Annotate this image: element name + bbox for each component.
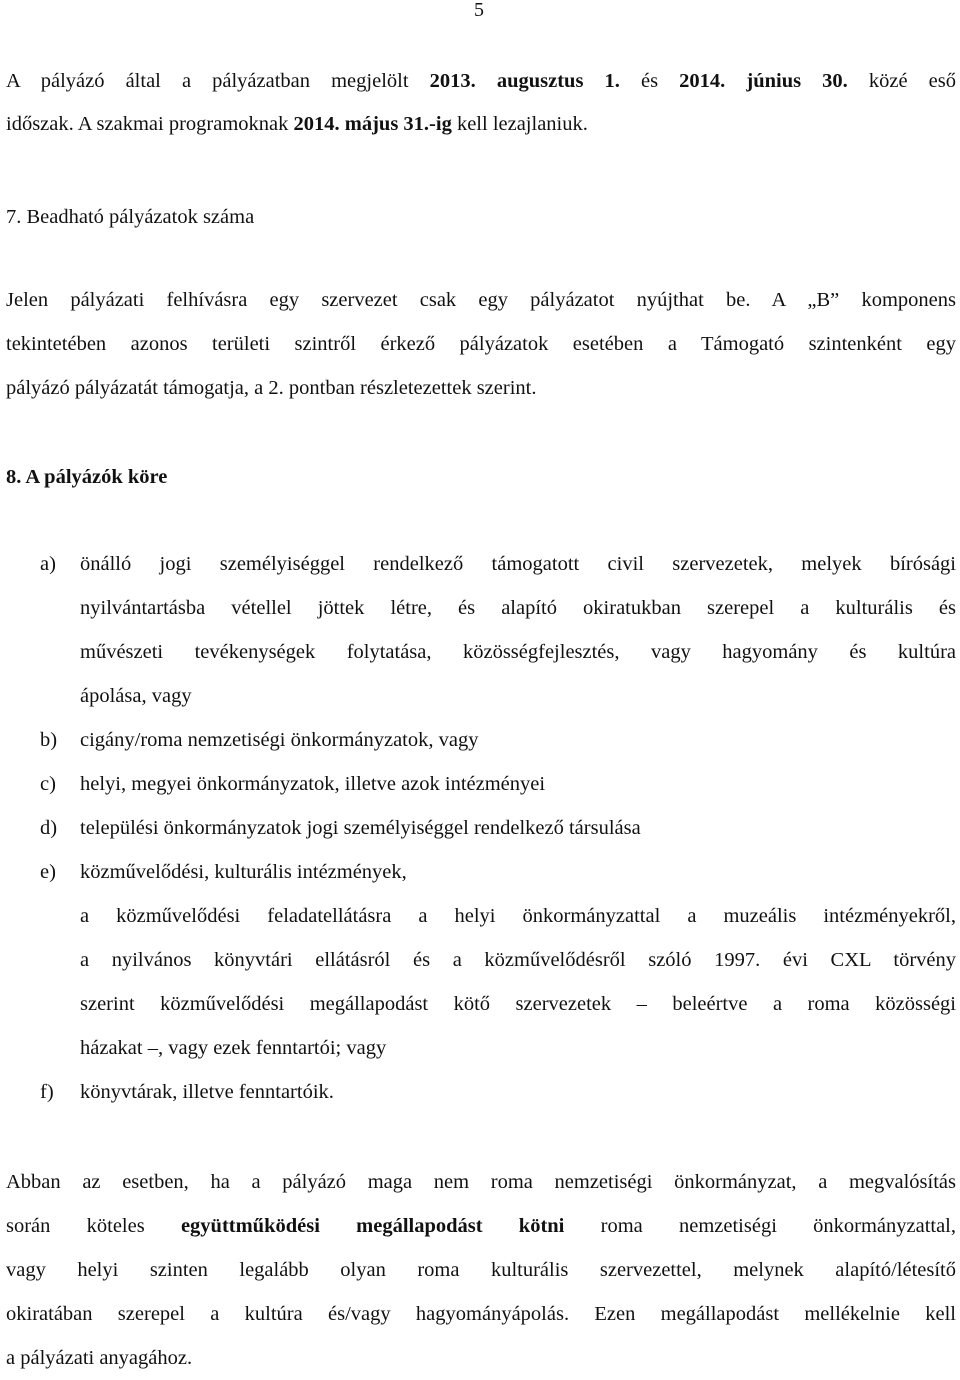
section-8-heading: 8. A pályázók köre bbox=[6, 466, 168, 488]
list-marker: d) bbox=[40, 817, 58, 839]
subtext-line: szerint közművelődési megállapodást kötő szervezetek – beleértve a roma közösségi bbox=[80, 993, 956, 1015]
list-item-d bbox=[6, 806, 956, 850]
section-7-paragraph bbox=[6, 278, 956, 410]
closing-paragraph bbox=[6, 1160, 956, 1380]
intro-text: A pályázó által a pályázatban megjelölt bbox=[6, 70, 430, 92]
paragraph-line bbox=[6, 1204, 956, 1248]
paragraph-line: okiratában szerepel a kultúra és/vagy hagyományápolás. Ezen megállapodást mellékelnie kell bbox=[6, 1303, 956, 1325]
page-number: 5 bbox=[474, 0, 484, 21]
paragraph-line: vagy helyi szinten legalább olyan roma kulturális szervezettel, melynek alapító/létesítő bbox=[6, 1259, 956, 1281]
intro-paragraph bbox=[6, 60, 956, 146]
list-item-b bbox=[6, 718, 956, 762]
list-item-line: közművelődési, kulturális intézmények, bbox=[80, 861, 407, 883]
list-item-e-subtext bbox=[6, 894, 956, 1070]
cooperation-agreement-emphasis: együttműködési megállapodást kötni bbox=[180, 1215, 565, 1237]
list-marker: b) bbox=[40, 729, 58, 751]
list-item-line: önálló jogi személyiséggel rendelkező támogatott civil szervezetek, melyek bírósági bbox=[80, 553, 956, 575]
list-item-line: művészeti tevékenységek folytatása, közösségfejlesztés, vagy hagyomány és kultúra bbox=[80, 641, 956, 663]
list-marker: a) bbox=[40, 553, 56, 575]
list-item-c bbox=[6, 762, 956, 806]
paragraph-line: Jelen pályázati felhívásra egy szervezet csak egy pályázatot nyújthat be. A „B” komponens bbox=[6, 289, 956, 311]
intro-text: közé eső bbox=[847, 70, 956, 92]
list-item-line: ápolása, vagy bbox=[80, 685, 192, 707]
end-date: 2014. június 30. bbox=[679, 70, 848, 92]
start-date: 2013. augusztus 1. bbox=[429, 70, 620, 92]
subtext-line: a nyilvános könyvtári ellátásról és a közművelődésről szóló 1997. évi CXL törvény bbox=[80, 949, 956, 971]
paragraph-line: Abban az esetben, ha a pályázó maga nem roma nemzetiségi önkormányzat, a megvalósítás bbox=[6, 1171, 956, 1193]
list-item-f bbox=[6, 1070, 956, 1114]
list-item-line: cigány/roma nemzetiségi önkormányzatok, vagy bbox=[80, 729, 479, 751]
paragraph-line: tekintetében azonos területi szintről érkező pályázatok esetében a Támogató szintenként egy bbox=[6, 333, 956, 355]
program-deadline: 2014. május 31.-ig bbox=[293, 113, 452, 135]
list-marker: c) bbox=[40, 773, 56, 795]
section-7-heading: 7. Beadható pályázatok száma bbox=[6, 206, 255, 228]
intro-line-2 bbox=[6, 103, 956, 146]
paragraph-line: a pályázati anyagához. bbox=[6, 1347, 193, 1369]
list-item-a bbox=[6, 542, 956, 718]
subtext-line: a közművelődési feladatellátásra a helyi önkormányzattal a muzeális intézményekről, bbox=[80, 905, 956, 927]
list-item-line: könyvtárak, illetve fenntartóik. bbox=[80, 1081, 334, 1103]
intro-text: és bbox=[619, 70, 680, 92]
paragraph-text: során köteles bbox=[6, 1215, 181, 1237]
list-marker: e) bbox=[40, 861, 56, 883]
list-marker: f) bbox=[40, 1081, 54, 1103]
intro-line-1 bbox=[6, 60, 956, 103]
subtext-line: házakat –, vagy ezek fenntartói; vagy bbox=[80, 1037, 387, 1059]
list-item-line: helyi, megyei önkormányzatok, illetve azok intézményei bbox=[80, 773, 546, 795]
intro-text: időszak. A szakmai programoknak bbox=[6, 113, 294, 135]
paragraph-text: roma nemzetiségi önkormányzattal, bbox=[564, 1215, 956, 1237]
list-item-line: települési önkormányzatok jogi személyiséggel rendelkező társulása bbox=[80, 817, 641, 839]
list-item-e bbox=[6, 850, 956, 894]
paragraph-line: pályázó pályázatát támogatja, a 2. pontban részletezettek szerint. bbox=[6, 377, 537, 399]
applicant-list bbox=[6, 542, 956, 1114]
intro-text: kell lezajlaniuk. bbox=[451, 113, 588, 135]
list-item-line: nyilvántartásba vétellel jöttek létre, és alapító okiratukban szerepel a kulturális és bbox=[80, 597, 956, 619]
